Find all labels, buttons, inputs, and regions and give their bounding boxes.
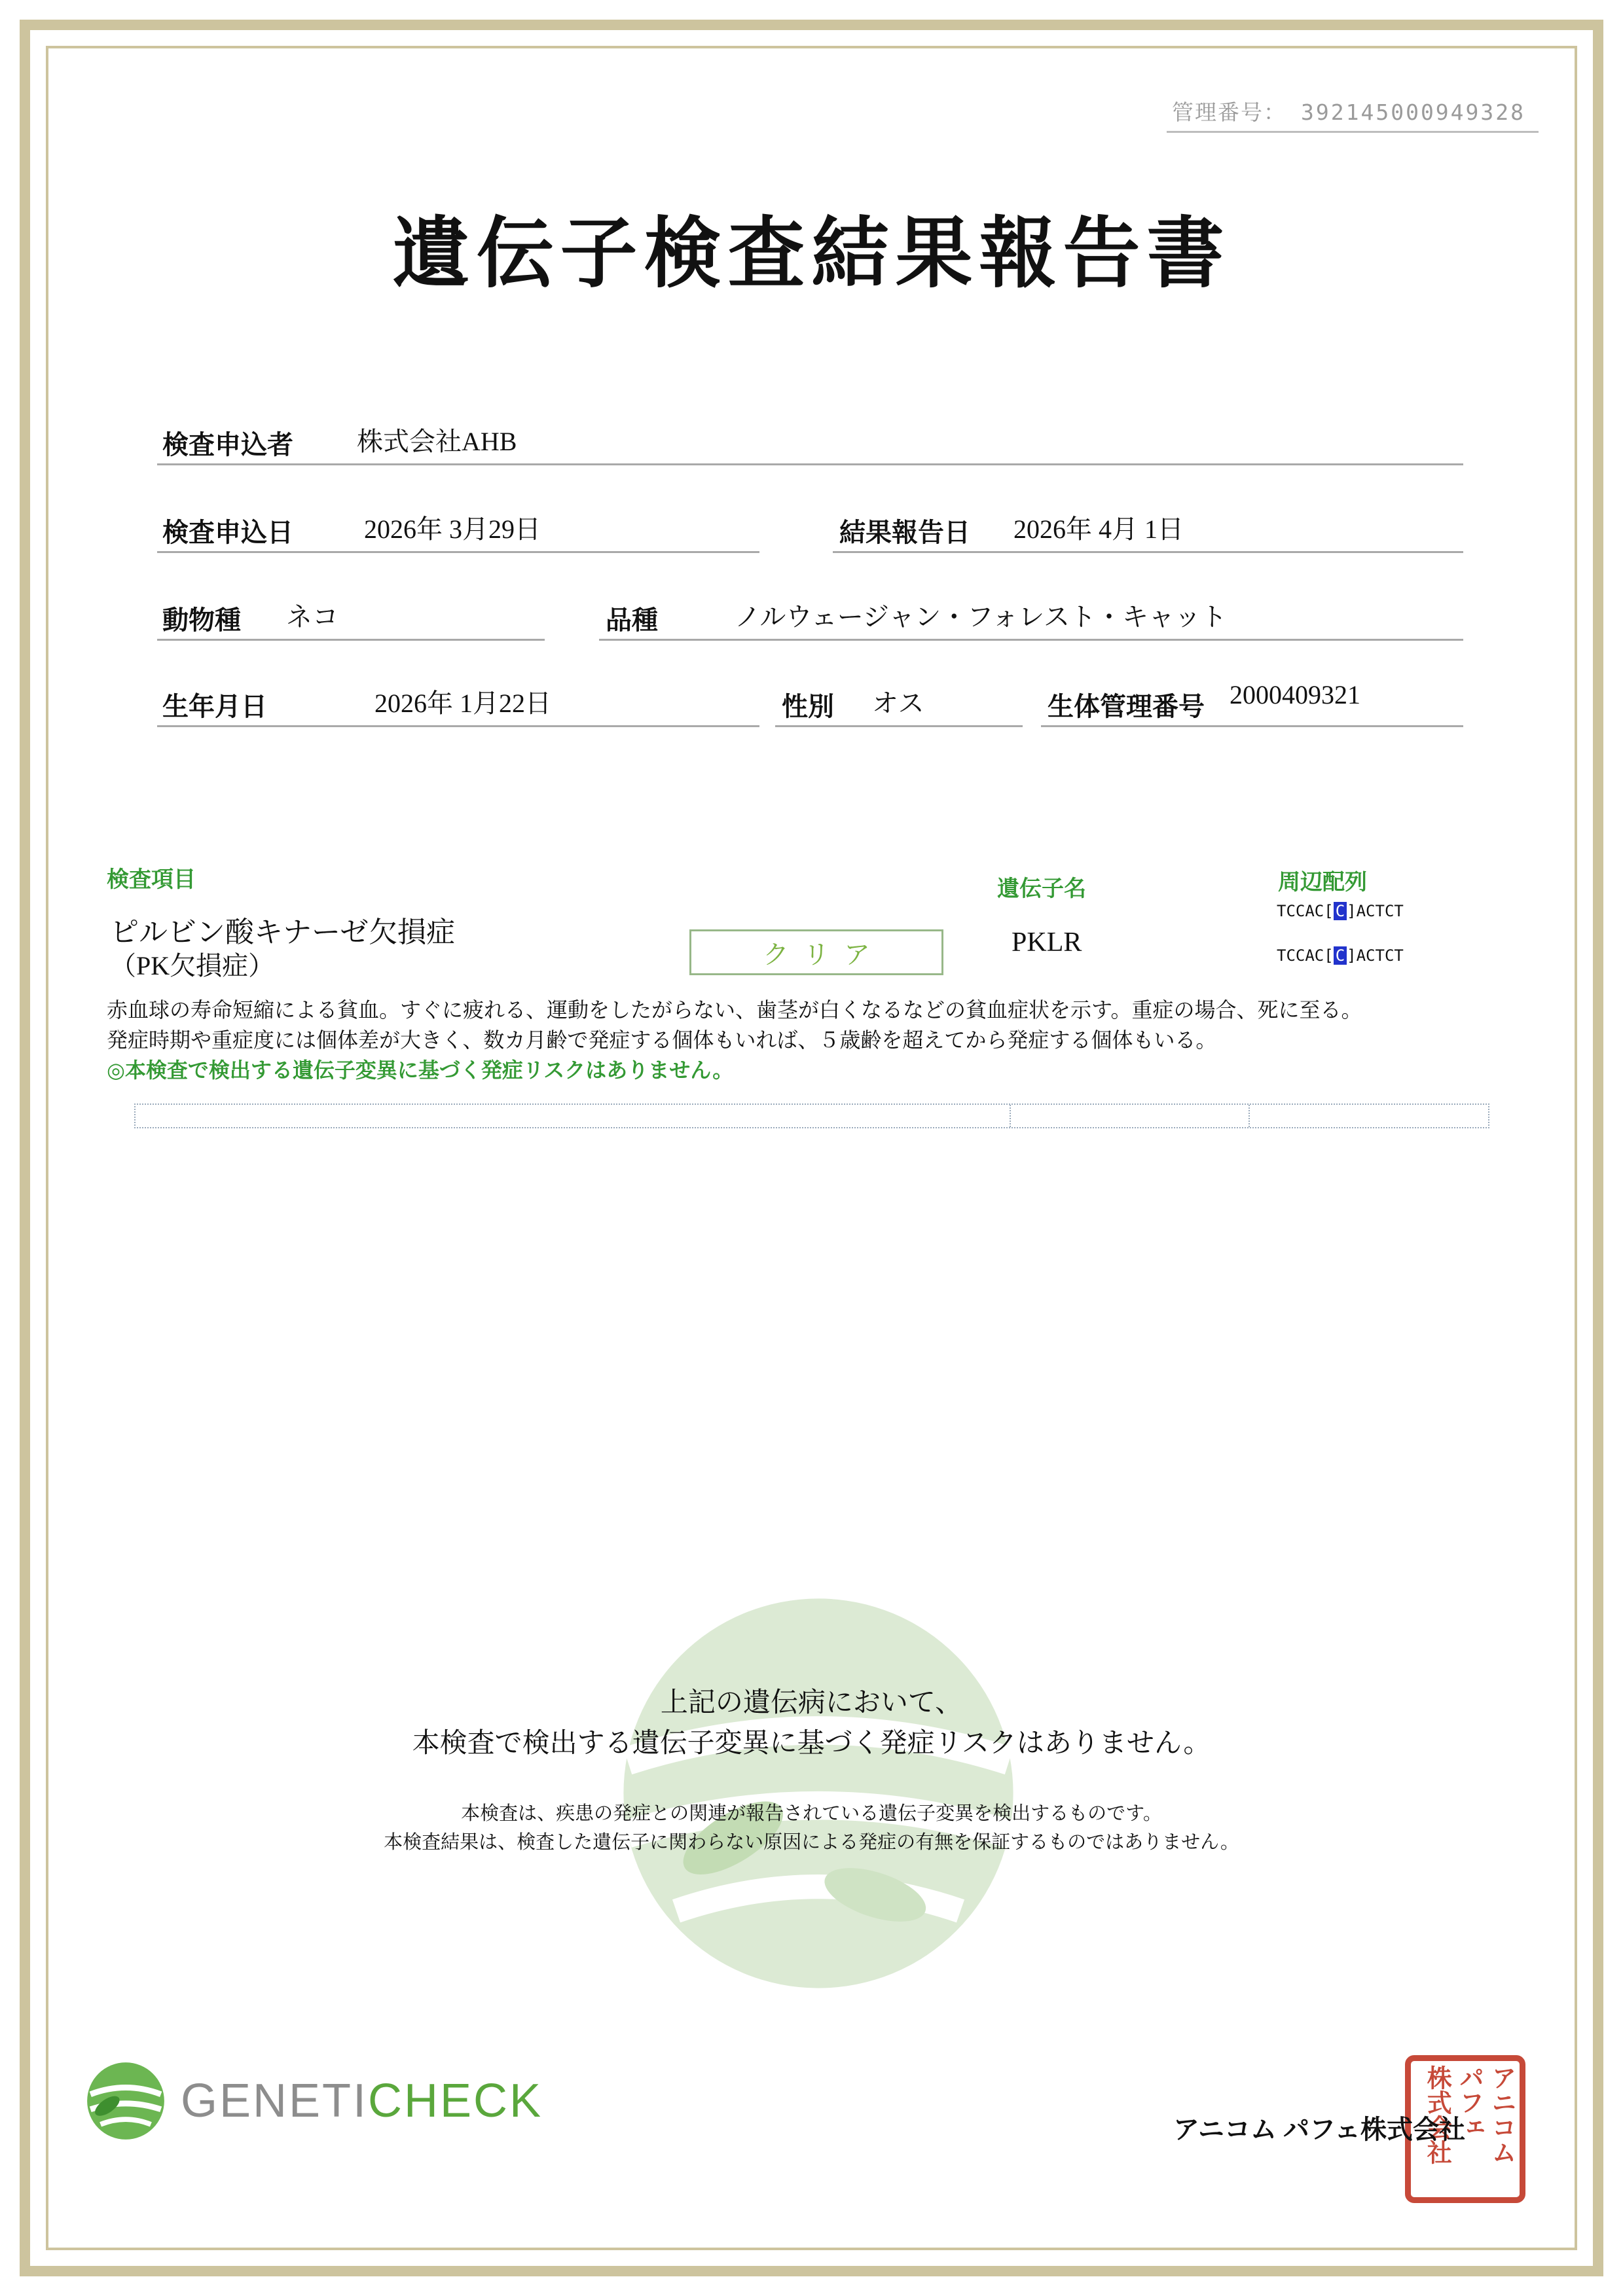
risk-note: ◎本検査で検出する遺伝子変異に基づく発症リスクはありません。 <box>107 1058 734 1082</box>
result-status-box <box>689 929 943 975</box>
seal-line-3: 株式会社 <box>1423 2065 1451 2164</box>
sex-underline <box>775 725 1023 727</box>
management-number <box>1172 96 1525 126</box>
geneticheck-logo-text <box>181 2074 543 2128</box>
test-item-label: 検査項目 <box>107 868 196 892</box>
apply-date-label: 検査申込日 <box>162 518 293 547</box>
report-date-underline <box>833 551 1463 553</box>
sequence-label: 周辺配列 <box>1278 870 1367 895</box>
summary-line-2: 本検査で検出する遺伝子変異に基づく発症リスクはありません。 <box>412 1727 1211 1758</box>
applicant-value: 株式会社AHB <box>357 427 517 456</box>
bio-id-label: 生体管理番号 <box>1048 692 1205 721</box>
applicant-underline <box>157 463 1463 465</box>
birth-date-underline <box>157 725 759 727</box>
birth-date-label: 生年月日 <box>162 692 267 721</box>
description-line-1: 赤血球の寿命短縮による貧血。すぐに疲れる、運動をしたがらない、歯茎が白くなるなどの貧血症状を示す。重症の場合、死に至る。 <box>107 998 1362 1022</box>
breed-underline <box>599 639 1463 641</box>
dna-leaf-logo-icon <box>84 2059 168 2143</box>
sequence-2-allele: C <box>1334 946 1347 965</box>
breed-label: 品種 <box>606 605 658 635</box>
sex-label: 性別 <box>782 692 834 721</box>
report-date-label: 結果報告日 <box>839 518 970 547</box>
result-status: クリア <box>763 939 884 969</box>
species-value: ネコ <box>286 602 338 632</box>
species-underline <box>157 639 545 641</box>
management-number-value: 392145000949328 <box>1301 99 1526 125</box>
gene-name-label: 遺伝子名 <box>997 877 1086 901</box>
empty-row-divider-1 <box>1010 1105 1011 1127</box>
seal-line-2: パフェ <box>1455 2065 1483 2140</box>
summary-note-1: 本検査は、疾患の発症との関連が報告されている遺伝子変異を検出するものです。 <box>461 1803 1162 1824</box>
sequence-line-2 <box>1277 946 1404 965</box>
applicant-label: 検査申込者 <box>162 430 293 459</box>
disease-name-sub: （PK欠損症） <box>110 951 275 980</box>
sequence-1-post: ]ACTCT <box>1347 902 1404 920</box>
sex-value: オス <box>872 689 924 718</box>
management-number-label: 管理番号： <box>1172 101 1286 125</box>
sequence-line-1 <box>1277 902 1404 920</box>
breed-value: ノルウェージャン・フォレスト・キャット <box>735 602 1227 632</box>
apply-date-underline <box>157 551 759 553</box>
company-name: アニコム パフェ株式会社 <box>1173 2115 1465 2144</box>
management-number-underline <box>1167 131 1539 133</box>
sequence-2-post: ]ACTCT <box>1347 946 1404 965</box>
report-date-value: 2026年 4月 1日 <box>1013 514 1184 544</box>
description-line-2: 発症時期や重症度には個体差が大きく、数カ月齢で発症する個体もいれば、５歳齢を超えてから発症する個体もいる。 <box>107 1028 1217 1052</box>
bio-id-value: 2000409321 <box>1230 680 1360 709</box>
bio-id-underline <box>1041 725 1463 727</box>
logo-text-geneti: GENETI <box>181 2075 369 2127</box>
summary-line-1: 上記の遺伝病において、 <box>660 1687 963 1717</box>
birth-date-value: 2026年 1月22日 <box>374 689 551 718</box>
empty-result-row <box>134 1103 1489 1128</box>
summary-note-2: 本検査結果は、検査した遺伝子に関わらない原因による発症の有無を保証するものではありません。 <box>384 1832 1239 1853</box>
apply-date-value: 2026年 3月29日 <box>364 514 541 544</box>
seal-line-1: アニコム <box>1487 2065 1515 2164</box>
geneticheck-logo <box>84 2059 543 2143</box>
logo-text-check: CHECK <box>368 2075 543 2127</box>
sequence-1-allele: C <box>1334 902 1347 920</box>
species-label: 動物種 <box>162 605 241 635</box>
page-title: 遺伝子検査結果報告書 <box>392 211 1231 297</box>
disease-name: ピルビン酸キナーゼ欠損症 <box>110 916 456 948</box>
dna-leaf-watermark <box>615 1590 1021 1996</box>
empty-row-divider-2 <box>1249 1105 1250 1127</box>
sequence-2-pre: TCCAC[ <box>1277 946 1334 965</box>
gene-name: PKLR <box>1012 927 1082 958</box>
disease-description <box>107 995 1527 1085</box>
sequence-1-pre: TCCAC[ <box>1277 902 1334 920</box>
